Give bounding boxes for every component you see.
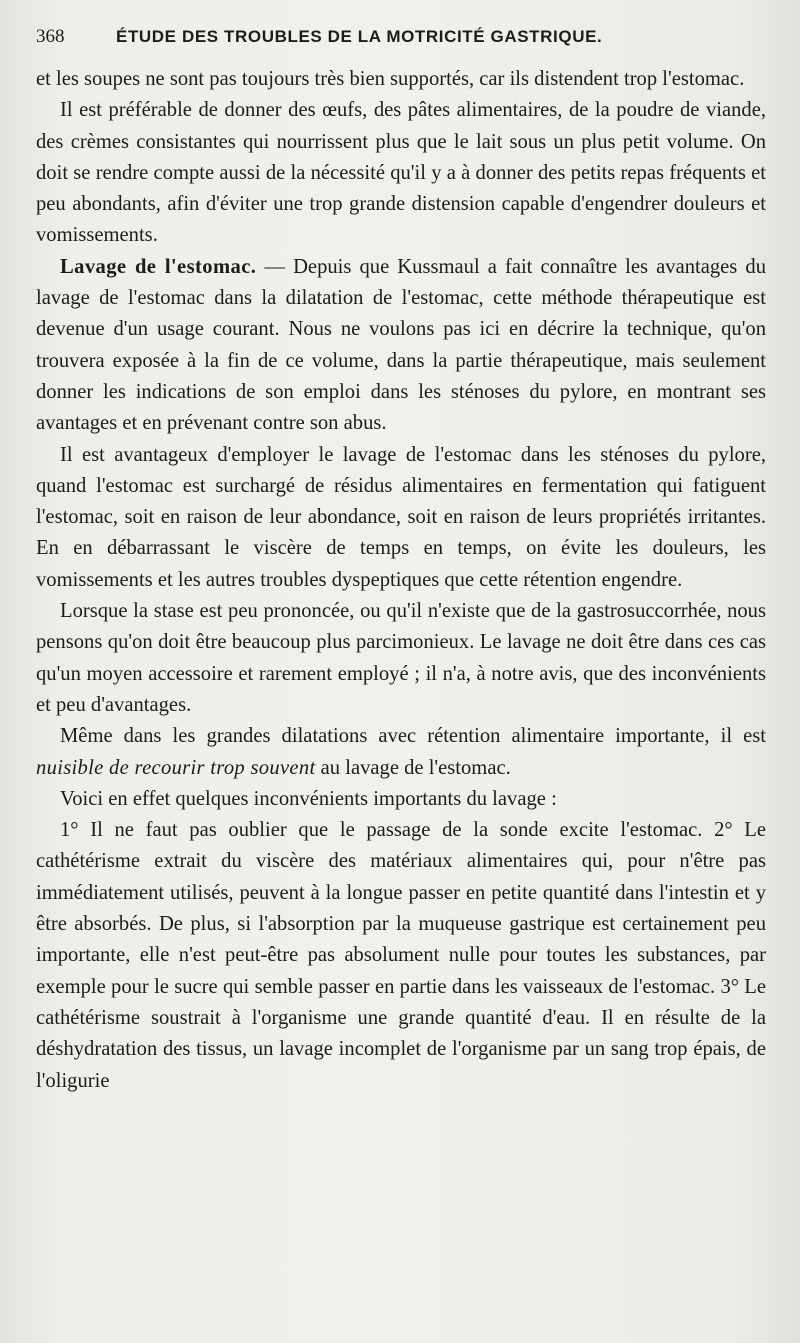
paragraph-5: Lorsque la stase est peu prononcée, ou qu'il n'existe que de la gastrosuccorrhée, nous pensons qu'on doit être beaucoup plus parcimonieux. Le lavage ne doit être dans ces cas qu'un moyen accessoire et rarement employé ; il n'a, à notre avis, que des inconvénients et peu d'avantages. — [36, 600, 766, 716]
paragraph-3 — [36, 252, 766, 440]
paragraph-6-end: au lavage de l'estomac. — [315, 756, 511, 779]
page-number: 368 — [36, 26, 65, 47]
running-head — [36, 26, 766, 60]
paragraph-7: Voici en effet quelques inconvénients importants du lavage : — [60, 787, 557, 810]
paragraph-2: Il est préférable de donner des œufs, des pâtes alimentaires, de la poudre de viande, des crèmes consistantes qui nourrissent plus que le lait sous un plus petit volume. On doit se rendre compte aussi de la nécessité qu'il y a à donner des petits repas fréquents et peu abondants, afin d'éviter une trop grande distension capable d'engendrer douleurs et vomissements. — [36, 99, 766, 247]
paragraph-8: 1° Il ne faut pas oublier que le passage de la sonde excite l'estomac. 2° Le cathétérisme extrait du viscère des matériaux alimentaires qui, pour n'être pas immédiatement utilisés, peuvent à la longue passer en petite quantité dans l'intestin et y être absorbés. De plus, si l'absorption par la muqueuse gastrique est certainement peu importante, elle n'est peut-être pas absolument nulle pour toutes les substances, par exemple pour le sucre qui semble passer en partie dans les vaisseaux de l'estomac. 3° Le cathétérisme soustrait à l'organisme une grande quantité d'eau. Il en résulte de la déshydratation des tissus, un lavage incomplet de l'organisme par un sang trop épais, de l'oligurie — [36, 819, 766, 1092]
paragraph-3-text: — Depuis que Kussmaul a fait connaître les avantages du lavage de l'estomac dans la dilatation de l'estomac, cette méthode thérapeutique est devenue d'un usage courant. Nous ne voulons pas ici en décrire la technique, qu'on trouvera exposée à la fin de ce volume, dans la partie thérapeutique, mais seulement donner les indications de son emploi dans les sténoses du pylore, en montrant ses avantages et en prévenant contre son abus. — [36, 255, 766, 435]
running-title: ÉTUDE DES TROUBLES DE LA MOTRICITÉ GASTRIQUE. — [116, 27, 603, 46]
paragraph-1: et les soupes ne sont pas toujours très bien supportés, car ils distendent trop l'estomac. — [36, 68, 745, 90]
paragraph-6 — [36, 721, 766, 784]
body-text — [36, 64, 766, 1097]
paragraph-6-start: Même dans les grandes dilatations avec rétention alimentaire importante, il est — [60, 725, 766, 748]
section-heading: Lavage de l'estomac. — [60, 255, 257, 278]
paragraph-6-emphasis: nuisible de recourir trop souvent — [36, 756, 316, 779]
paragraph-4: Il est avantageux d'employer le lavage de l'estomac dans les sténoses du pylore, quand l'estomac est surchargé de résidus alimentaires en fermentation qui fatiguent l'estomac, soit en raison de leur abondance, soit en raison de leurs propriétés irritantes. En en débarrassant le viscère de temps en temps, on évite les douleurs, les vomissements et les autres troubles dyspeptiques que cette rétention engendre. — [36, 443, 766, 591]
